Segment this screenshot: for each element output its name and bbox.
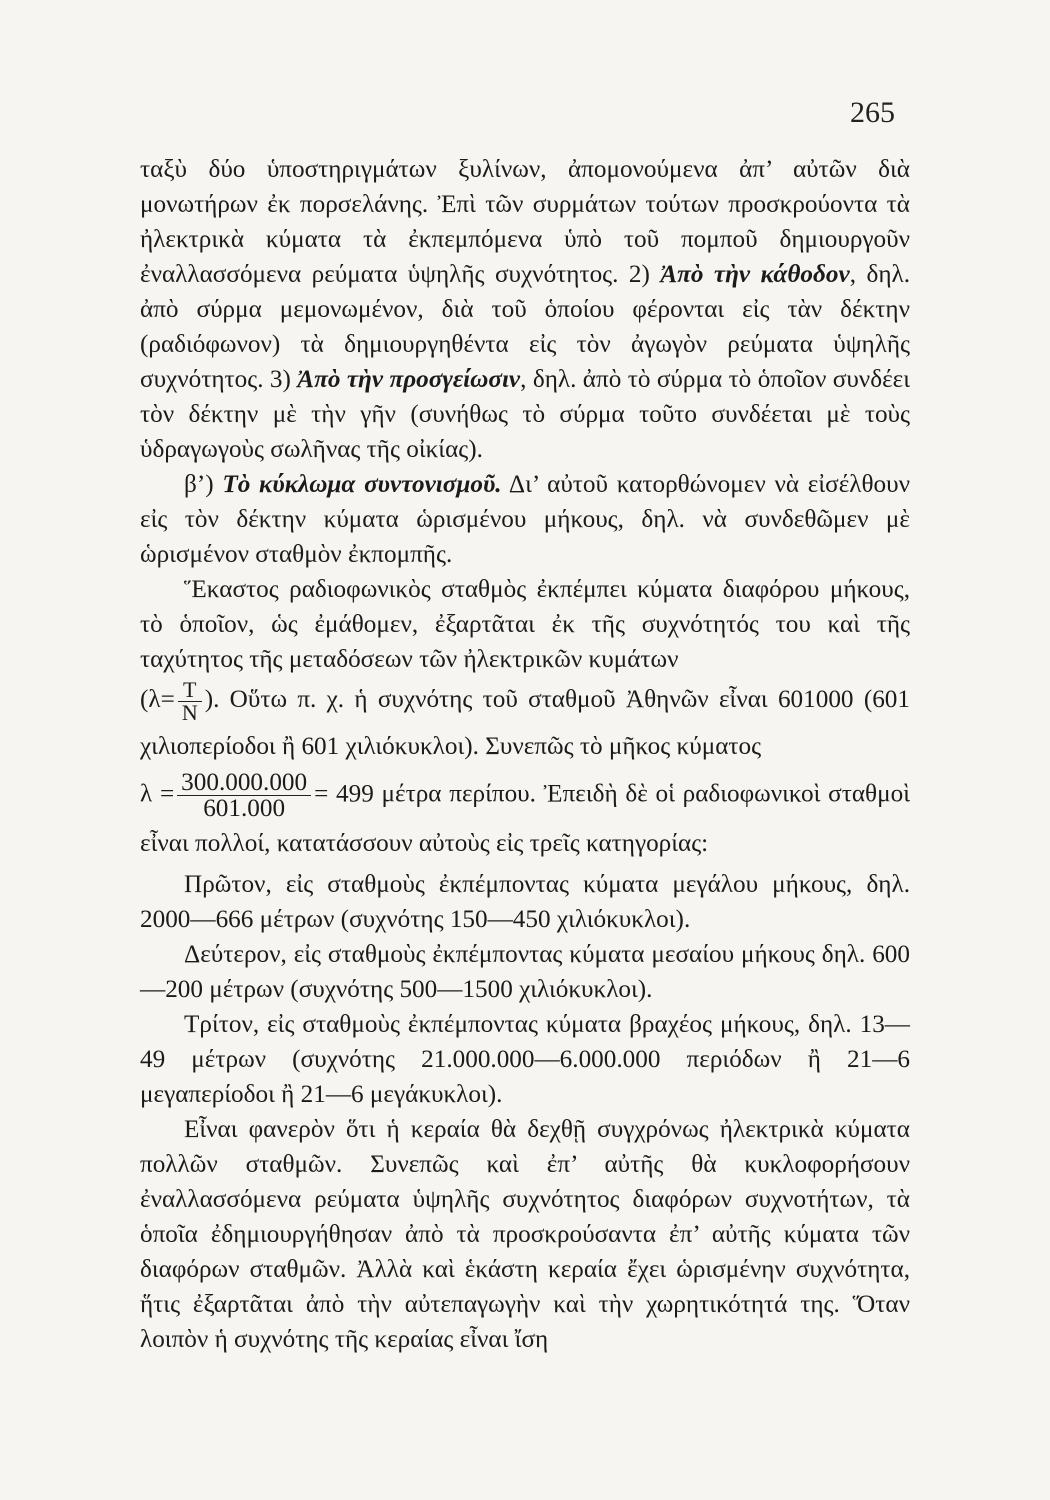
text-run: , δηλ. ἀπὸ σύρμα μεμονωμένον, διὰ τοῦ ὁποίου φέρονται εἰς τὰν δέκτην (ραδιόφωνον) τὰ δημιουργηθέντα εἰς τὸν ἀγωγὸν ρεύματα ὑψηλῆς συχνότητος. 3) (140, 261, 910, 393)
body-text (140, 152, 910, 1357)
paragraph-medium-wave: Δεύτερον, εἰς σταθμοὺς ἐκπέμποντας κύματα μεσαίου μήκους δηλ. 600—200 μέτρων (συχνότης 500—1500 χιλιόκυκλοι). (140, 941, 910, 1004)
denominator: N (181, 699, 198, 725)
text-run: β’) (184, 471, 223, 498)
formula-text: λ = (140, 780, 175, 808)
term-kathodos: Ἀπὸ τὴν κάθοδον (660, 261, 850, 288)
page-number: 265 (850, 96, 895, 129)
text-run: ). Οὕτω π. χ. ἡ συχνότης τοῦ σταθμοῦ Ἀθηνῶν εἶναι 601000 (601 χιλιοπερίοδοι ἢ 601 χιλιόκυκλοι). Συνεπῶς τὸ μῆκος κύματος (140, 686, 910, 760)
paragraph-antenna-parts (140, 152, 910, 467)
text-run: , δηλ. ἀπὸ τὸ σύρμα τὸ ὁποῖον συνδέει τὸν δέκτην μὲ τὴν γῆν (συνήθως τὸ σύρμα τοῦτο συνδέεται μὲ τοὺς ὑδραγωγοὺς σωλῆνας τῆς οἰκίας). (140, 366, 910, 463)
paragraph-antenna-frequency: Εἶναι φανερὸν ὅτι ἡ κεραία θὰ δεχθῇ συγχρόνως ἠλεκτρικὰ κύματα πολλῶν σταθμῶν. Συνεπῶς καὶ ἐπ’ αὐτῆς θὰ κυκλοφορήσουν ἐναλλασσόμενα ρεύματα ὑψηλῆς συχνότητος διαφόρων συχνοτήτων, τὰ ὁποῖα ἐδημιουργήθησαν ἀπὸ τὰ προσκρούσαντα ἐπ’ αὐτῆς κύματα τῶν διαφόρων σταθμῶν. Ἀλλὰ καὶ ἑκάστη κεραία ἔχει ὡρισμένην συχνότητα, ἥτις ἐξαρτᾶται ἀπὸ τὴν αὐτεπαγωγὴν καὶ τὴν χωρητικότητά της. Ὅταν λοιπὸν ἡ συχνότης τῆς κεραίας εἶναι ἴση (140, 1116, 910, 1354)
text-run: ταξὺ δύο ὑποστηριγμάτων ξυλίνων, ἀπομονούμενα ἀπ’ αὐτῶν διὰ μονωτήρων ἐκ πορσελάνης. Ἐπὶ τῶν συρμάτων τούτων προσκρούοντα τὰ ἠλεκτρικὰ κύματα τὰ ἐκπεμπόμενα ὑπὸ τοῦ πομποῦ δημιουργοῦν ἐναλλασσόμενα ρεύματα ὑψηλῆς συχνότητος. 2) (140, 156, 910, 288)
formula-text: (λ= (140, 686, 175, 713)
numerator: T (178, 679, 202, 702)
formula-line-1 (140, 677, 910, 770)
formula-line-2 (140, 770, 910, 867)
text-run: Ἕκαστος ραδιοφωνικὸς σταθμὸς ἐκπέμπει κύματα διαφόρου μήκους, τὸ ὁποῖον, ὡς ἐμάθομεν, ἐξαρτᾶται ἐκ τῆς συχνότητός του καὶ τῆς ταχύτητος τῆς μεταδόσεων τῶν ἠλεκτρικῶν κυμάτων (140, 576, 910, 673)
text-run: = 499 μέτρα περίπου. Ἐπειδὴ δὲ οἱ ραδιοφωνικοὶ σταθμοὶ εἶναι πολλοί, κατατάσσουν αὐτοὺς εἰς τρεῖς κατηγορίας: (140, 780, 910, 858)
denominator: 601.000 (203, 794, 286, 822)
paragraph-long-wave: Πρῶτον, εἰς σταθμοὺς ἐκπέμποντας κύματα μεγάλου μήκους, δηλ. 2000—666 μέτρων (συχνότης 150—450 χιλιόκυκλοι). (140, 871, 910, 934)
paragraph-tuning-circuit (140, 467, 910, 572)
text-run: Δι’ αὐτοῦ κατορθώνομεν νὰ εἰσέλθουν εἰς τὸν δέκτην κύματα ὡρισμένου μήκους, δηλ. νὰ συνδεθῶμεν μὲ ὡρισμένον σταθμὸν ἐκπομπῆς. (140, 471, 911, 568)
numerator: 300.000.000 (177, 770, 311, 796)
term-tuning-circuit: Τὸ κύκλωμα συντονισμοῦ. (222, 471, 502, 498)
term-prosgeiosis: Ἀπὸ τὴν προσγείωσιν (297, 366, 521, 393)
fraction-t-over-n (178, 676, 202, 725)
paragraph-short-wave: Τρίτον, εἰς σταθμοὺς ἐκπέμποντας κύματα βραχέος μήκους, δηλ. 13—49 μέτρων (συχνότης 21.000.000—6.000.000 περιόδων ἢ 21—6 μεγαπερίοδοι ἢ 21—6 μεγάκυκλοι). (140, 1011, 910, 1109)
fraction-wavelength (177, 770, 311, 821)
paragraph-wavelength (140, 572, 910, 677)
